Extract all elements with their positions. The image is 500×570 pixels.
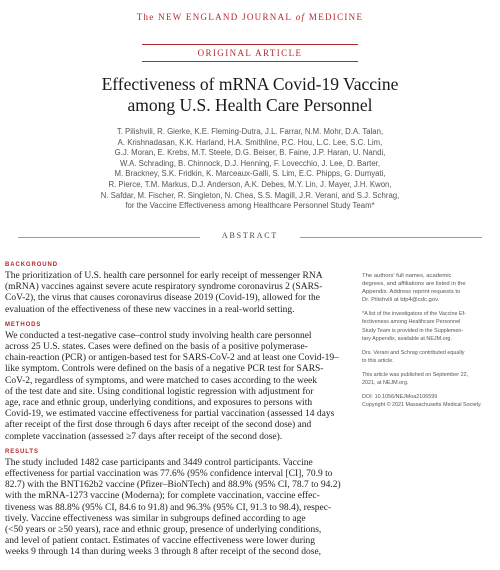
article-sidebar xyxy=(362,272,496,415)
doi-note xyxy=(362,393,496,409)
abstract-heading: ABSTRACT xyxy=(200,231,300,240)
author-line: M. Brackney, S.K. Fridkin, K. Marceaux-Galli, S. Lim, E.C. Phipps, G. Dumyati, xyxy=(114,169,386,179)
text-line: (<50 years or ≥50 years), race and ethnic group, presence of underlying conditions, xyxy=(5,525,322,536)
section-heading-methods: METHODS xyxy=(5,321,42,328)
copyright-text: Copyright © 2021 Massachusetts Medical Society. xyxy=(362,402,482,409)
text-line: of the test date and site. Using conditional logistic regression with adjustment for xyxy=(5,386,314,397)
results-paragraph xyxy=(5,458,357,559)
affiliations-note xyxy=(362,272,496,304)
background-paragraph xyxy=(5,271,357,316)
text-line: with the mRNA-1273 vaccine (Moderna); for complete vaccination, vaccine effec- xyxy=(5,491,320,502)
text-line: complete vaccination (assessed ≥7 days after receipt of the second dose). xyxy=(5,431,283,442)
text-line: weeks 9 through 14 than during weeks 3 through 8 after receipt of the second dose, xyxy=(5,547,322,558)
author-line: for the Vaccine Effectiveness among Healthcare Personnel Study Team* xyxy=(125,201,375,211)
title-line: among U.S. Health Care Personnel xyxy=(127,95,373,115)
note-line: fectiveness among Healthcare Personnel xyxy=(362,319,461,326)
text-line: (mRNA) vaccines against severe acute respiratory syndrome coronavirus 2 (SARS- xyxy=(5,282,323,293)
author-line: T. Pilishvili, R. Gierke, K.E. Fleming-Dutra, J.L. Farrar, N.M. Mohr, D.A. Talan, xyxy=(116,127,384,136)
text-line: tively. Vaccine effectiveness was similar in subgroups defined according to age xyxy=(5,513,306,524)
author-line: N. Safdar, M. Fischer, R. Singleton, N. Chea, S.S. Magill, J.R. Verani, and S.J. Schrag, xyxy=(100,190,400,200)
note-line: Appendix. Address reprint requests to xyxy=(362,289,461,296)
author-line: R. Pierce, T.M. Markus, D.J. Anderson, A.K. Debes, M.Y. Lin, J. Mayer, J.H. Kwon, xyxy=(108,179,392,189)
author-list xyxy=(18,127,482,212)
article-type-label: ORIGINAL ARTICLE xyxy=(142,44,358,62)
text-line: 82.7) with the BNT162b2 vaccine (Pfizer–BioNTech) and 88.9% (95% CI, 78.7 to 94.2) xyxy=(5,480,341,491)
doi-text: DOI: 10.1056/NEJMoa2106599 xyxy=(362,394,438,401)
note-line: tary Appendix, available at NEJM.org. xyxy=(362,335,452,342)
note-line: Drs. Verani and Schrag contributed equally xyxy=(362,349,465,356)
text-line: chain-reaction (PCR) or antigen-based test for SARS-CoV-2 and at least one Covid-19– xyxy=(5,353,339,364)
text-line: We conducted a test-negative case–control study involving health care personnel xyxy=(5,330,312,341)
text-line: evaluation of the effectiveness of these new vaccines in a real-world setting. xyxy=(5,304,295,315)
text-line: effectiveness for partial vaccination was 77.6% (95% confidence interval [CI], 70.9 to xyxy=(5,469,333,480)
methods-paragraph xyxy=(5,331,357,443)
published-note xyxy=(362,371,496,387)
text-line: like symptom. Controls were defined on the basis of a negative PCR test for SARS- xyxy=(5,364,324,375)
abstract-body xyxy=(5,262,357,565)
author-line: A. Krishnadasan, K.K. Harland, H.A. Smithline, P.C. Hou, L.C. Lee, S.C. Lim, xyxy=(117,137,383,147)
note-line: to this article. xyxy=(362,357,394,364)
note-line: Study Team is provided in the Supplemen- xyxy=(362,327,464,334)
text-line: across 25 U.S. states. Cases were defined on the basis of a positive polymerase- xyxy=(5,342,308,353)
author-line: W.A. Schrading, B. Chinnock, D.J. Henning, F. Lovecchio, J. Lee, D. Barter, xyxy=(119,158,381,168)
note-line: *A list of the investigators of the Vaccine Ef- xyxy=(362,311,466,318)
section-heading-background: BACKGROUND xyxy=(5,262,58,268)
title-line: Effectiveness of mRNA Covid-19 Vaccine xyxy=(101,74,399,94)
text-line: The prioritization of U.S. health care personnel for early receipt of messenger RNA xyxy=(5,271,323,281)
text-line: CoV-2), the virus that causes coronavirus disease 2019 (Covid-19), allowed for the xyxy=(5,293,320,304)
contributors-note xyxy=(362,349,496,365)
text-line: CoV-2, regardless of symptoms, and were matched to cases according to the week xyxy=(5,375,318,386)
note-line: degrees, and affiliations are listed in the xyxy=(362,281,466,288)
text-line: after receipt of the first dose through 6 days after receipt of the second dose) and xyxy=(5,420,312,431)
text-line: and level of patient contact. Estimates of vaccine effectiveness were lower during xyxy=(5,536,316,547)
journal-masthead: The NEW ENGLAND JOURNAL of MEDICINE xyxy=(136,12,364,22)
author-line: G.J. Moran, E. Krebs, M.T. Steele, D.G. Beiser, B. Faine, J.P. Haran, U. Nandi, xyxy=(114,148,386,158)
text-line: age, race and ethnic group, underlying conditions, and exposures to persons with xyxy=(5,398,313,409)
text-line: tiveness was 88.8% (95% CI, 84.6 to 91.8) and 96.3% (95% CI, 91.3 to 98.4), respec- xyxy=(5,502,332,513)
note-line: The authors’ full names, academic xyxy=(362,273,452,279)
note-line: Dr. Pilishvili at tdp4@cdc.gov. xyxy=(362,297,440,304)
section-heading-results: RESULTS xyxy=(5,448,39,455)
investigators-note xyxy=(362,310,496,342)
note-line: 2021, at NEJM.org. xyxy=(362,380,409,387)
text-line: Covid-19, we estimated vaccine effectiveness for partial vaccination (assessed 14 days xyxy=(5,409,335,420)
article-title xyxy=(40,74,460,116)
note-line: This article was published on September 22, xyxy=(362,371,469,378)
text-line: The study included 1482 case participants and 3449 control participants. Vaccine xyxy=(5,457,313,468)
